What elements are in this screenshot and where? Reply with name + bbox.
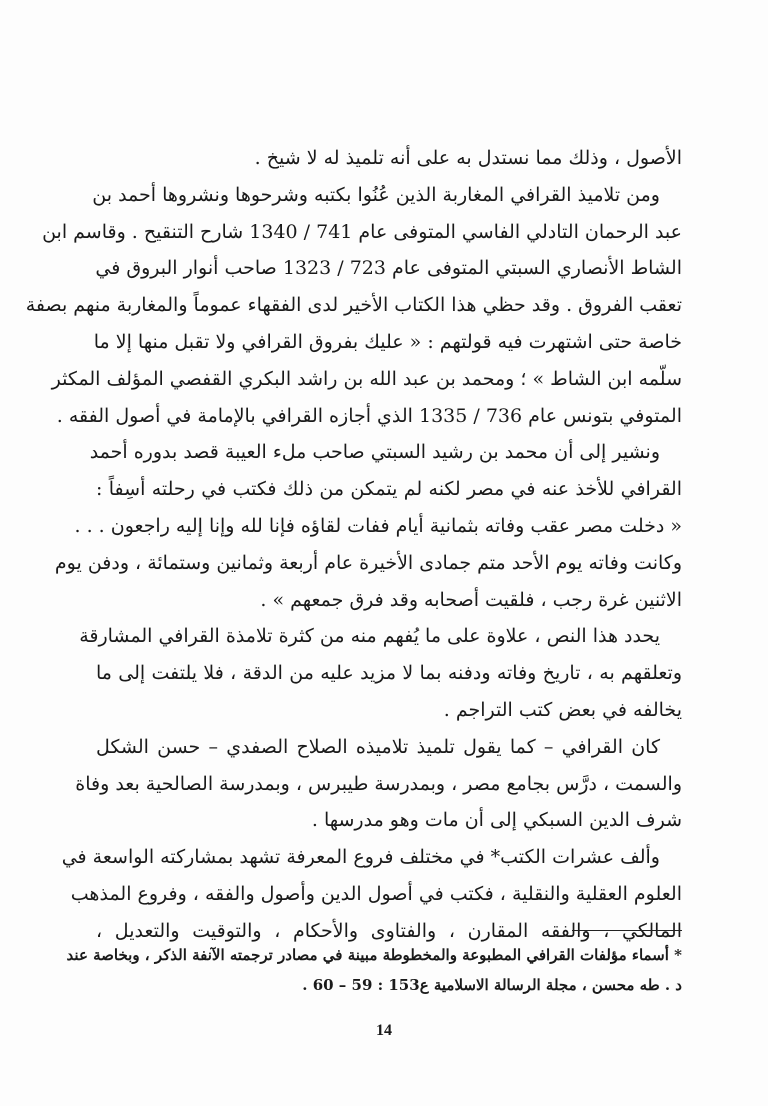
text-line: الاثنين غرة رجب ، فلقيت أصحابه وقد فرق جمعهم » . <box>260 588 682 611</box>
footnote-line: * أسماء مؤلفات القرافي المطبوعة والمخطوطة مبينة في مصادر ترجمته الآنفة الذكر ، وبخاصة عند <box>66 946 682 964</box>
text-line: وكانت وفاته يوم الأحد متم جمادى الأخيرة عام أربعة وثمانين وستمائة ، ودفن يوم <box>54 551 682 574</box>
text-line: عبد الرحمان التادلي الفاسي المتوفى عام 741 / 1340 شارح التنقيح . وقاسم ابن <box>42 220 682 243</box>
text-line: الشاط الأنصاري السبتي المتوفى عام 723 / 1323 صاحب أنوار البروق في <box>95 257 682 280</box>
text-line: سلّمه ابن الشاط » ؛ ومحمد بن عبد الله بن راشد البكري القفصي المؤلف المكثر <box>51 367 682 390</box>
text-line: « دخلت مصر عقب وفاته بثمانية أيام ففات لقاؤه فإنا لله وإنا إليه راجعون . . . <box>74 514 682 537</box>
text-line: يحدد هذا النص ، علاوة على ما يُفهم منه من كثرة تلامذة القرافي المشارقة <box>79 625 660 648</box>
text-line: المالكي ، والفقه المقارن ، والفتاوى والأحكام ، والتوقيت والتعديل ، <box>96 919 682 942</box>
footnote <box>66 940 682 1000</box>
text-line: كان القرافي – كما يقول تلميذ تلاميذه الصلاح الصفدي – حسن الشكل <box>96 735 660 758</box>
text-line: العلوم العقلية والنقلية ، فكتب في أصول الدين وأصول والفقه ، وفروع المذهب <box>70 882 682 905</box>
text-line: تعقب الفروق . وقد حظي هذا الكتاب الأخير لدى الفقهاء عموماً والمغاربة منهم بصفة <box>25 294 682 317</box>
text-line: وتعلقهم به ، تاريخ وفاته ودفنه بما لا مزيد عليه من الدقة ، فلا يلتفت إلى ما <box>96 662 682 685</box>
text-line: خاصة حتى اشتهرت فيه قولتهم : « عليك بفروق القرافي ولا تقبل منها إلا ما <box>93 330 682 353</box>
text-line: القرافي للأخذ عنه في مصر لكنه لم يتمكن من ذلك فكتب في رحلته أسِفاً : <box>96 478 682 501</box>
main-text <box>25 140 682 950</box>
text-line: شرف الدين السبكي إلى أن مات وهو مدرسها . <box>311 809 682 832</box>
text-line: ونشير إلى أن محمد بن رشيد السبتي صاحب ملء العيبة قصد بدوره أحمد <box>89 441 660 464</box>
text-line: ومن تلاميذ القرافي المغاربة الذين عُنُوا بكتبه وشرحوها ونشروها أحمد بن <box>92 183 660 206</box>
text-line: والسمت ، درَّس بجامع مصر ، وبمدرسة طيبرس ، وبمدرسة الصالحية بعد وفاة <box>75 772 682 795</box>
footnote-divider <box>572 930 682 931</box>
page-number: 14 <box>376 1022 392 1039</box>
text-line: يخالفه في بعض كتب التراجم . <box>443 698 682 721</box>
text-line: الأصول ، وذلك مما نستدل به على أنه تلميذ له لا شيخ . <box>254 147 682 169</box>
text-line: وألف عشرات الكتب* في مختلف فروع المعرفة تشهد بمشاركته الواسعة في <box>61 846 660 869</box>
text-line: المتوفي بتونس عام 736 / 1335 الذي أجازه القرافي بالإمامة في أصول الفقه . <box>56 404 682 427</box>
footnote-line: د . طه محسن ، مجلة الرسالة الاسلامية ع153 : 59 – 60 . <box>302 976 682 994</box>
